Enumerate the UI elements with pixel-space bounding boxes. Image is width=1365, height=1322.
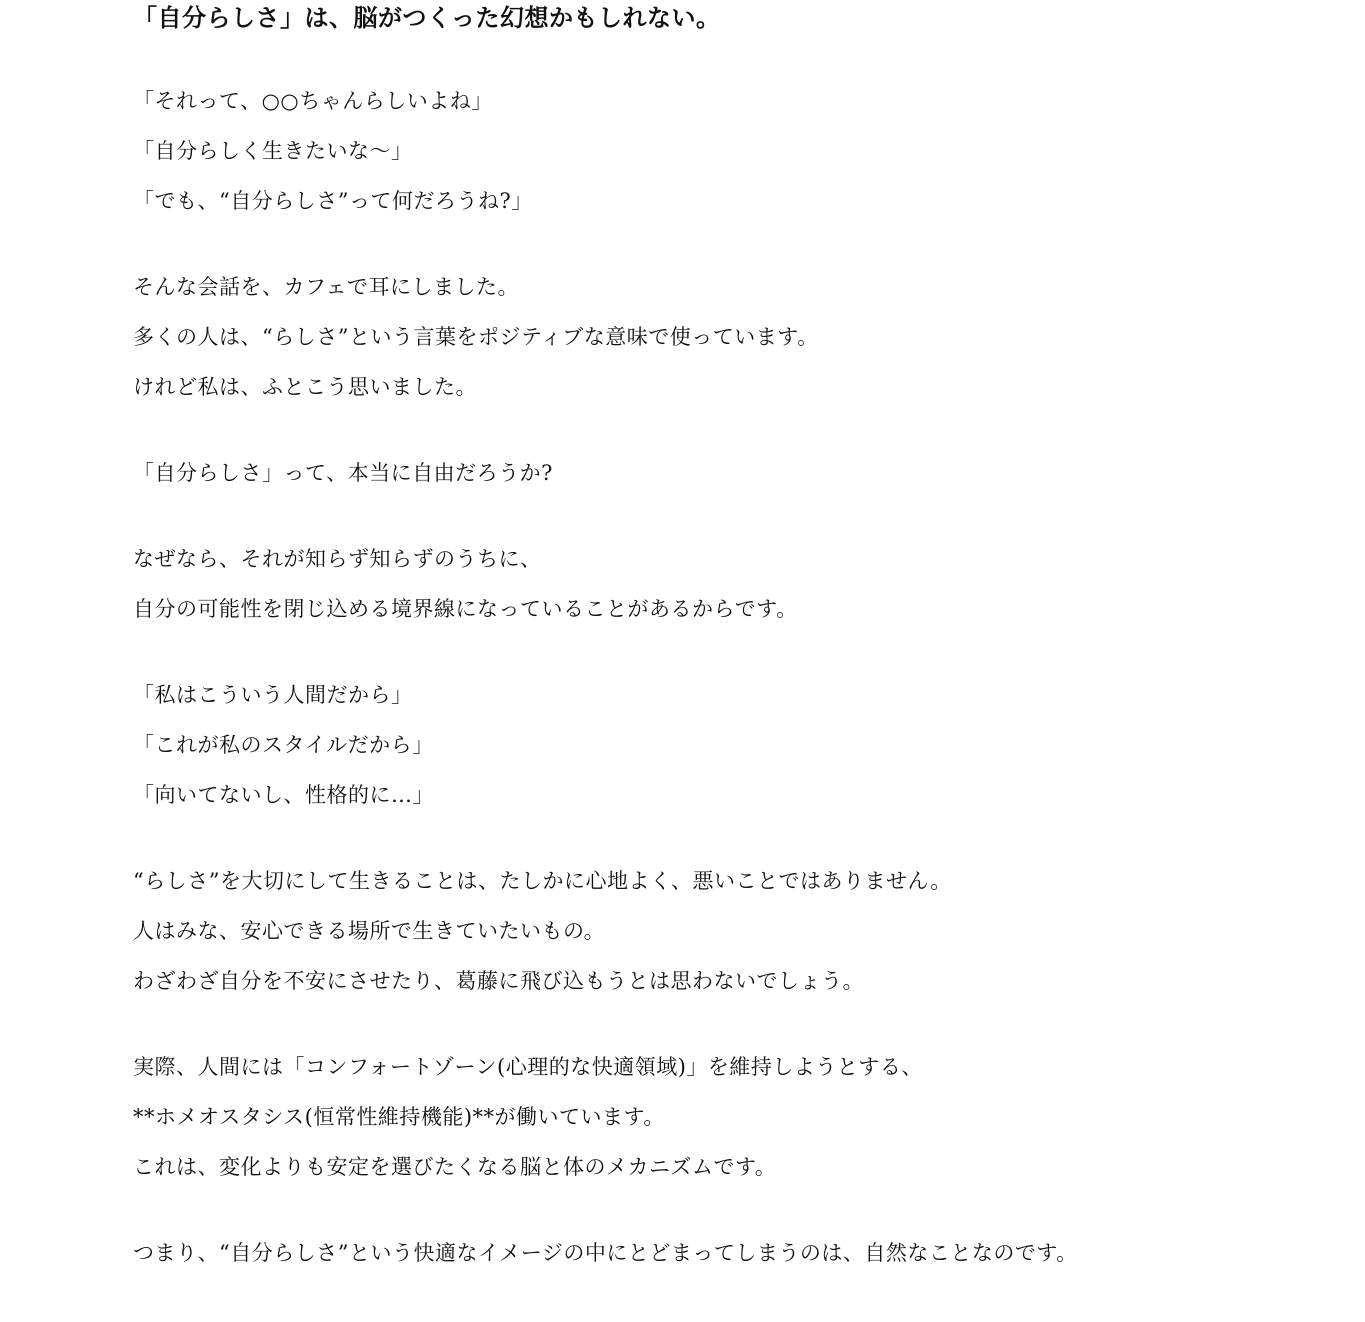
text-line: 人はみな、安心できる場所で生きていたいもの。 (133, 919, 606, 943)
article-title: 「自分らしさ」は、脳がつくった幻想かもしれない。 (133, 3, 721, 32)
paragraph-7 (133, 1050, 1253, 1200)
text-line: **ホメオスタシス(恒常性維持機能)**が働いています。 (133, 1105, 665, 1129)
text-line: 実際、人間には「コンフォートゾーン(心理的な快適領域)」を維持しようとする、 (133, 1055, 923, 1079)
paragraph-3 (133, 456, 1253, 506)
paragraph-6 (133, 864, 1253, 1014)
paragraph-1 (133, 84, 1253, 234)
paragraph-2 (133, 270, 1253, 420)
text-line: これは、変化よりも安定を選びたくなる脳と体のメカニズムです。 (133, 1155, 777, 1179)
text-line: つまり、“自分らしさ”という快適なイメージの中にとどまってしまうのは、自然なことなのです。 (133, 1241, 1078, 1265)
text-line: 「自分らしさ」って、本当に自由だろうか? (133, 461, 553, 485)
text-line: 「私はこういう人間だから」 (133, 683, 413, 707)
text-line: そんな会話を、カフェで耳にしました。 (133, 275, 519, 299)
text-line: けれど私は、ふとこう思いました。 (133, 375, 477, 399)
text-line: 「自分らしく生きたいな〜」 (133, 139, 413, 163)
text-line: 「それって、○○ちゃんらしいよね」 (133, 89, 493, 113)
text-line: わざわざ自分を不安にさせたり、葛藤に飛び込もうとは思わないでしょう。 (133, 969, 864, 993)
text-line: “らしさ”を大切にして生きることは、たしかに心地よく、悪いことではありません。 (133, 869, 952, 893)
paragraph-5 (133, 678, 1253, 828)
paragraph-8 (133, 1236, 1253, 1286)
text-line: 「これが私のスタイルだから」 (133, 733, 434, 757)
article-body (133, 84, 1253, 1322)
paragraph-4 (133, 542, 1253, 642)
text-line: 多くの人は、“らしさ”という言葉をポジティブな意味で使っています。 (133, 325, 819, 349)
text-line: なぜなら、それが知らず知らずのうちに、 (133, 547, 542, 571)
text-line: 「向いてないし、性格的に…」 (133, 783, 434, 807)
text-line: 自分の可能性を閉じ込める境界線になっていることがあるからです。 (133, 597, 798, 621)
text-line: 「でも、“自分らしさ”って何だろうね?」 (133, 189, 533, 213)
